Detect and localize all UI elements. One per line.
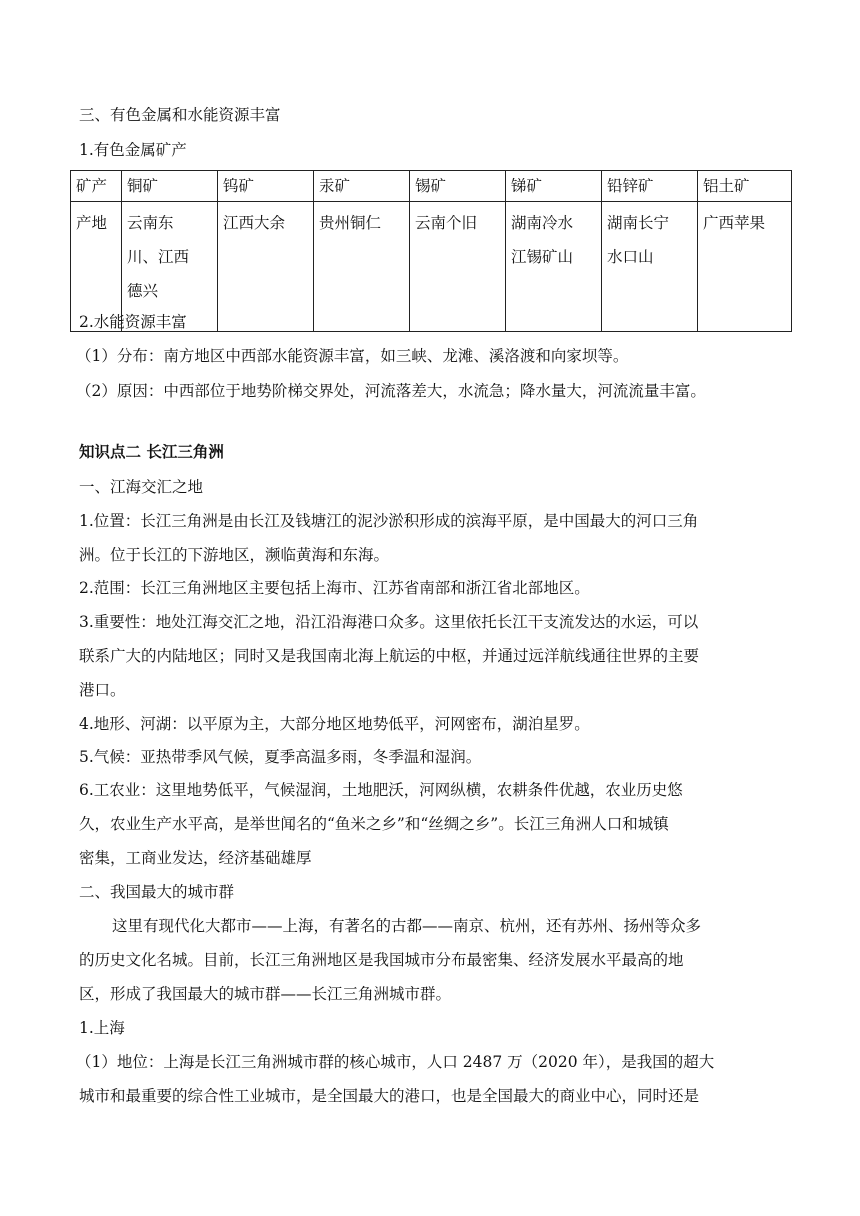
- table-header-cell: 矿产: [71, 171, 122, 202]
- cell-line: 水口山: [607, 248, 654, 266]
- table-cell: [410, 202, 506, 332]
- subheading-shanghai: 1.上海: [79, 1019, 125, 1037]
- section-heading-confluence: 一、江海交汇之地: [79, 478, 204, 496]
- section-heading-city-cluster: 二、我国最大的城市群: [79, 883, 235, 901]
- table-header-cell: 汞矿: [314, 171, 410, 202]
- subheading-nonferrous-minerals: 1.有色金属矿产: [79, 141, 187, 159]
- cell-line: 江锡矿山: [511, 248, 574, 266]
- cell-line: 江西大余: [223, 214, 286, 232]
- table-header-cell: 铝土矿: [698, 171, 792, 202]
- table-header-cell: 铅锌矿: [602, 171, 698, 202]
- paragraph-location-line1: 1.位置：长江三角洲是由长江及钱塘江的泥沙淤积形成的滨海平原，是中国最大的河口三角: [79, 512, 699, 530]
- table-header-cell: 锡矿: [410, 171, 506, 202]
- paragraph-industry-line3: 密集，工商业发达，经济基础雄厚: [79, 849, 312, 867]
- knowledge-point-heading: 知识点二 长江三角洲: [79, 442, 224, 461]
- table-header-cell: 锑矿: [506, 171, 602, 202]
- paragraph-scope: 2.范围：长江三角洲地区主要包括上海市、江苏省南部和浙江省北部地区。: [79, 579, 590, 597]
- cell-line: 贵州铜仁: [319, 214, 382, 232]
- paragraph-location-line2: 洲。位于长江的下游地区，濒临黄海和东海。: [79, 546, 390, 564]
- table-cell: [602, 202, 698, 332]
- paragraph-shanghai-line2: 城市和最重要的综合性工业城市，是全国最大的港口，也是全国最大的商业中心，同时还是: [79, 1087, 700, 1105]
- subheading-water-resources: 2.水能资源丰富: [79, 313, 187, 331]
- paragraph-cities-line1: 这里有现代化大都市——上海，有著名的古都——南京、杭州，还有苏州、扬州等众多: [112, 917, 702, 935]
- paragraph-cities-line2: 的历史文化名城。目前，长江三角洲地区是我国城市分布最密集、经济发展水平最高的地: [79, 951, 684, 969]
- cell-line: 川、江西: [127, 248, 190, 266]
- table-header-cell: 铜矿: [122, 171, 218, 202]
- table-header-cell: 钨矿: [218, 171, 314, 202]
- table-cell: [698, 202, 792, 332]
- section-heading-nonferrous: 三、有色金属和水能资源丰富: [79, 106, 281, 124]
- cell-line: 广西苹果: [703, 214, 766, 232]
- paragraph-terrain: 4.地形、河湖：以平原为主，大部分地区地势低平，河网密布，湖泊星罗。: [79, 715, 590, 733]
- paragraph-cities-line3: 区，形成了我国最大的城市群——长江三角洲城市群。: [79, 985, 452, 1003]
- table-cell: [218, 202, 314, 332]
- cell-line: 云南个旧: [415, 214, 478, 232]
- paragraph-water-reason: （2）原因：中西部位于地势阶梯交界处，河流落差大，水流急；降水量大，河流流量丰富。: [76, 382, 706, 400]
- table-row-label: 产地: [71, 202, 122, 332]
- paragraph-importance-line3: 港口。: [79, 681, 126, 699]
- paragraph-shanghai-line1: （1）地位：上海是长江三角洲城市群的核心城市，人口 2487 万（2020 年），是我国的超大: [76, 1053, 715, 1071]
- minerals-table: [70, 170, 792, 332]
- cell-line: 云南东: [127, 214, 174, 232]
- paragraph-importance-line2: 联系广大的内陆地区；同时又是我国南北海上航运的中枢，并通过远洋航线通往世界的主要: [79, 647, 700, 665]
- table-header-row: [71, 171, 792, 202]
- paragraph-climate: 5.气候：亚热带季风气候，夏季高温多雨，冬季温和湿润。: [79, 748, 482, 766]
- paragraph-industry-line1: 6.工农业：这里地势低平，气候湿润，土地肥沃，河网纵横，农耕条件优越，农业历史悠: [79, 781, 683, 799]
- paragraph-water-distribution: （1）分布：南方地区中西部水能资源丰富，如三峡、龙滩、溪洛渡和向家坝等。: [76, 347, 629, 365]
- paragraph-industry-line2: 久，农业生产水平高，是举世闻名的“鱼米之乡”和“丝绸之乡”。长江三角洲人口和城镇: [79, 815, 669, 833]
- cell-line: 德兴: [127, 282, 159, 300]
- table-cell: [314, 202, 410, 332]
- cell-line: 湖南长宁: [607, 214, 670, 232]
- table-cell: [506, 202, 602, 332]
- paragraph-importance-line1: 3.重要性：地处江海交汇之地，沿江沿海港口众多。这里依托长江干支流发达的水运，可以: [79, 613, 699, 631]
- cell-line: 湖南冷水: [511, 214, 574, 232]
